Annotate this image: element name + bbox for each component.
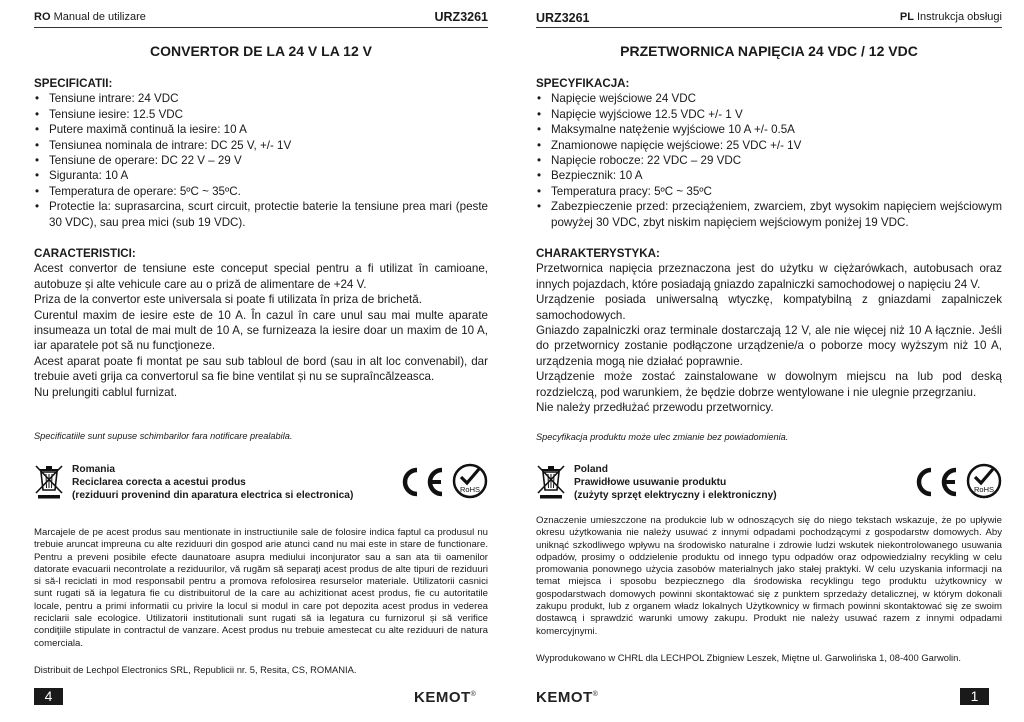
weee-subtitle: (zużyty sprzęt elektryczny i elektroniczny) [574, 490, 777, 501]
page-header [34, 10, 488, 28]
spec-item: • Bezpiecznik: 10 A [536, 168, 1002, 183]
spec-item: • Napięcie robocze: 22 VDC – 29 VDC [536, 153, 1002, 168]
char-paragraph: Nu prelungiti cablul furnizat. [34, 385, 178, 399]
char-paragraph: Urządzenie może zostać zainstalowane w dowolnym miejscu na lub pod deską rozdzielczą, pod warunkiem, że będzie dobrze wentylowane i nie ulegnie przegrzaniu. [536, 370, 1002, 399]
page-header [536, 10, 1002, 28]
weee-block [536, 463, 1002, 503]
char-paragraph: Curentul maxim de iesire este de 10 A. În cazul în care unul sau mai multe aparate insumeaza un total de mai mult de 10 A, se furnizeaza la iesire doar un maxim de 10 A, iar aparatele pot să nu funcţioneze. [34, 308, 488, 353]
header-lang: RO [34, 11, 51, 23]
spec-item: • Temperatura pracy: 5ºC ~ 35ºC [536, 184, 1002, 199]
weee-title: Reciclarea corecta a acestui produs [72, 477, 246, 488]
header-model: URZ3261 [434, 10, 488, 24]
char-paragraph: Acest convertor de tensiune este conceput special pentru a fi utilizat în camioane, autobuze și alte vehicule care au o priză de alimentare de +24 V. [34, 262, 488, 291]
characteristics-section [34, 246, 488, 400]
spec-section [536, 76, 1002, 230]
char-paragraph: Gniazdo zapalniczki oraz terminale dostarczają 12 V, ale nie więcej niż 10 A łącznie. Jeśli do przetwornicy zostanie podłączone urządzenie/a o poborze mocy wyższym niż 10 A, urządzenia mogą nie działać poprawnie. [536, 324, 1002, 368]
characteristics-section [536, 246, 1002, 415]
spec-item: • Napięcie wejściowe 24 VDC [536, 91, 1002, 106]
weee-country: Romania [72, 464, 116, 475]
rohs-label: RoHS [459, 485, 481, 494]
page-title: PRZETWORNICA NAPIĘCIA 24 VDC / 12 VDC [620, 43, 918, 59]
weee-subtitle: (reziduuri provenind din aparatura electrica si electronica) [72, 490, 354, 501]
spec-item: • Tensiunea nominala de intrare: DC 25 V, +/- 1V [34, 138, 488, 153]
char-paragraph: Acest aparat poate fi montat pe sau sub tabloul de bord (sau in alt loc convenabil), dar trebuie aveti grija ca convertorul sa fie bine ventilat și nu se supraîncălzeasca. [34, 354, 488, 384]
header-model: URZ3261 [536, 11, 590, 25]
spec-item: • Napięcie wyjściowe 12.5 VDC +/- 1 V [536, 107, 1002, 122]
ce-mark-icon [910, 467, 960, 497]
header-lang: PL [899, 11, 914, 23]
weee-description: Marcajele de pe acest produs sau mentionate in instructiunile sale de folosire indica faptul ca produsul nu trebuie aruncat impreuna cu alte reziduuri din gospod arie atunci cand nu mai este in stare de functionare. Pentru a preveni posibile efecte daunatoare asupra mediului inconjurator sau a san ata tii oamenilor datorate evacuarii necontrolate a reziduurilor, vă rugăm să separaţi acest produs de alte tipuri de reziduuri si să-l reciclati in mod responsabil pentru a promova refolosirea resurselor materiale. Utilizatorii casnici sunt rugati să ia legatura fie cu distribuitorul de la care au achizitionat acest produs, fie cu autoritatile locale, pentru a primi informatii cu privire la locul si modul in care pot depozita acest produs in vederea reciclarii sale ecologice. Utilizatorii institutionali sunt rugati să ia legatura cu furnizorul și să verifice condiţiile stipulate in contractul de vanzare. Acest produs nu trebuie amestecat cu alte reziduuri de natura comerciala. [34, 527, 488, 649]
char-paragraph: Priza de la convertor este universala si poate fi utilizata în priza de brichetă. [34, 293, 422, 307]
page-title: CONVERTOR DE LA 24 V LA 12 V [150, 43, 372, 59]
crossed-out-bin-icon [536, 463, 566, 499]
rohs-check-icon [966, 463, 1002, 499]
char-paragraph: Przetwornica napięcia przeznaczona jest do użytku w ciężarówkach, autobusach oraz innych pojazdach, które posiadają gniazdo zapalniczki samochodowej o napięciu 24 V. [536, 262, 1002, 291]
page-number: 4 [34, 688, 63, 705]
spec-change-note: Specyfikacja produktu może ulec zmianie bez powiadomienia. [536, 432, 789, 442]
spec-item: • Tensiune iesire: 12.5 VDC [34, 107, 488, 122]
spec-item: • Siguranta: 10 A [34, 168, 488, 183]
spec-list [34, 91, 488, 230]
spec-heading: SPECIFICATII: [34, 77, 113, 90]
spec-heading: SPECYFIKACJA: [536, 77, 630, 90]
spec-item: • Zabezpieczenie przed: przeciążeniem, zwarciem, zbyt wysokim napięciem wejściowym powyżej 30 VDC, zbyt niskim napięciem wejściowym poniżej 19 VDC. [536, 199, 1002, 230]
spec-section [34, 76, 488, 230]
weee-text-group [72, 463, 353, 502]
weee-country: Poland [574, 464, 608, 475]
spec-item: • Putere maximă continuă la iesire: 10 A [34, 122, 488, 137]
spec-change-note: Specificatiile sunt supuse schimbarilor fara notificare prealabila. [34, 431, 293, 441]
spec-item: • Znamionowe napięcie wejściowe: 25 VDC +/- 1V [536, 138, 1002, 153]
weee-title: Prawidłowe usuwanie produktu [574, 477, 727, 488]
rohs-label: RoHS [973, 485, 995, 494]
rohs-check-icon [452, 463, 488, 499]
header-label: Instrukcja obsługi [917, 11, 1002, 23]
brand-logo: KEMOT® [414, 689, 477, 706]
spec-item: • Protectie la: suprasarcina, scurt circuit, protectie baterie la tensiune prea mari (peste 30 VDC), sau prea mici (sub 19 VDC). [34, 199, 488, 230]
distributor-info: Distribuit de Lechpol Electronics SRL, Republicii nr. 5, Resita, CS, ROMANIA. [34, 664, 357, 675]
weee-text-group [574, 463, 777, 502]
distributor-info: Wyprodukowano w CHRL dla LECHPOL Zbigniew Leszek, Miętne ul. Garwolińska 1, 08-400 Garwolin. [536, 652, 961, 663]
spec-item: • Maksymalne natężenie wyjściowe 10 A +/- 0.5A [536, 122, 1002, 137]
weee-block [34, 463, 488, 503]
ce-mark-icon [396, 467, 446, 497]
char-heading: CHARAKTERYSTYKA: [536, 247, 660, 260]
spec-item: • Temperatura de operare: 5ºC ~ 35ºC. [34, 184, 488, 199]
spec-list [536, 91, 1002, 230]
page-number: 1 [960, 688, 989, 705]
brand-logo: KEMOT® [536, 689, 599, 706]
char-heading: CARACTERISTICI: [34, 247, 136, 260]
spec-item: • Tensiune de operare: DC 22 V – 29 V [34, 153, 488, 168]
crossed-out-bin-icon [34, 463, 64, 499]
weee-description: Oznaczenie umieszczone na produkcie lub w odnoszących się do niego tekstach wskazuje, że po upływie okresu użytkowania nie należy usuwać z innymi odpadami pochodzącymi z gospodarstw domowych. Aby uniknąć szkodliwego wpływu na środowisko naturalne i zdrowie ludzi wskutek niekontrolowanego usuwania odpadów, prosimy o oddzielenie produktu od innego typu odpadów oraz odpowiedzialny recykling w celu promowania ponownego użycia zasobów materialnych jako stałej praktyki. W celu uzyskania informacji na temat miejsca i sposobu bezpiecznego dla środowiska recyklingu tego produktu użytkownicy w gospodarstwach domowych powinni skontaktować się z punktem sprzedaży detalicznej, w którym dokonali zakupu produkt, lub z organem władz lokalnych Użytkownicy w firmach powinni skontaktować się ze swoim dostawcą i sprawdzić warunki umowy zakupu. Produkt nie należy usuwać razem z innymi odpadami komercyjnymi. [536, 515, 1002, 637]
spec-item: • Tensiune intrare: 24 VDC [34, 91, 488, 106]
header-label: Manual de utilizare [53, 11, 146, 23]
char-paragraph: Nie należy przedłużać przewodu przetwornicy. [536, 401, 774, 415]
page-right [512, 0, 1024, 722]
char-paragraph: Urządzenie posiada uniwersalną wtyczkę, kompatybilną z gniazdami zapalniczek samochodowych. [536, 293, 1002, 322]
